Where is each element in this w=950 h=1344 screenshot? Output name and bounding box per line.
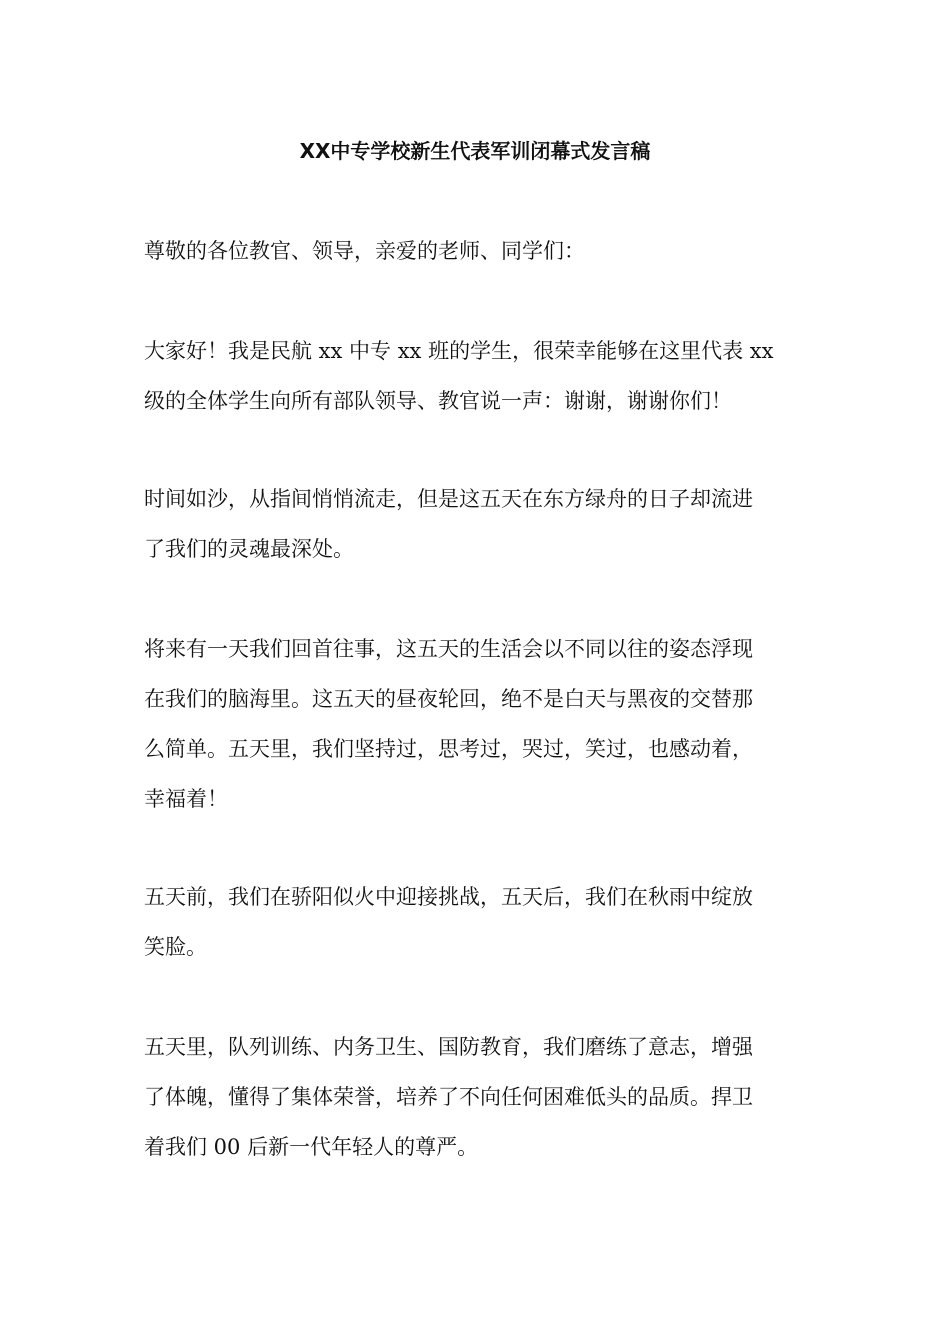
text-line: 了体魄，懂得了集体荣誉，培养了不向任何困难低头的品质。捍卫 [144, 1085, 753, 1109]
text-line: 尊敬的各位教官、领导，亲爱的老师、同学们： [144, 239, 585, 263]
text-line: 大家好！我是民航 xx 中专 xx 班的学生，很荣幸能够在这里代表 xx [144, 339, 774, 363]
text-line: 五天里，队列训练、内务卫生、国防教育，我们磨练了意志，增强 [144, 1035, 753, 1059]
paragraph-before-after [144, 872, 814, 972]
text-line: 着我们 00 后新一代年轻人的尊严。 [144, 1135, 479, 1159]
paragraph-greeting [144, 326, 814, 426]
paragraph-training [144, 1022, 814, 1172]
text-line: 幸福着！ [144, 787, 228, 811]
text-line: 级的全体学生向所有部队领导、教官说一声：谢谢，谢谢你们！ [144, 389, 732, 413]
paragraph-memories [144, 624, 814, 824]
text-line: 将来有一天我们回首往事，这五天的生活会以不同以往的姿态浮现 [144, 637, 753, 661]
document-title: XX中专学校新生代表军训闭幕式发言稿 [299, 139, 651, 163]
text-line: 了我们的灵魂最深处。 [144, 537, 354, 561]
text-line: 笑脸。 [144, 935, 207, 959]
text-line: 在我们的脑海里。这五天的昼夜轮回，绝不是白天与黑夜的交替那 [144, 687, 753, 711]
text-line: 五天前，我们在骄阳似火中迎接挑战，五天后，我们在秋雨中绽放 [144, 885, 753, 909]
paragraph-salutation [144, 226, 814, 276]
paragraph-time [144, 474, 814, 574]
text-line: 时间如沙，从指间悄悄流走，但是这五天在东方绿舟的日子却流进 [144, 487, 753, 511]
text-line: 么简单。五天里，我们坚持过，思考过，哭过，笑过，也感动着， [144, 737, 753, 761]
